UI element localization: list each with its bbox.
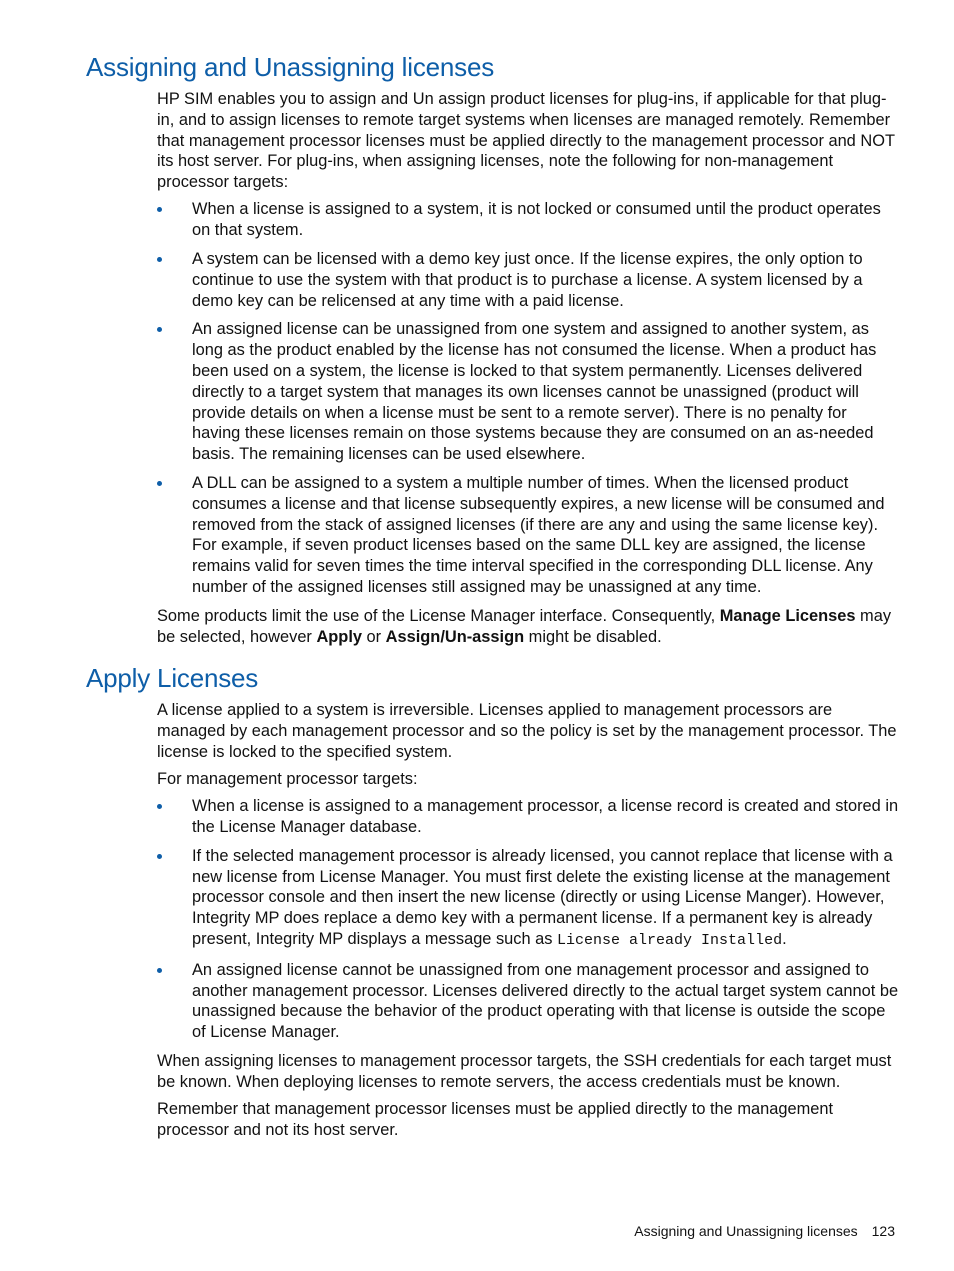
section-body-apply: [157, 700, 899, 1147]
list-item-text: If the selected management processor is already licensed, you cannot replace that license with a new license from License Manager. You must first delete the existing license at the management processor console and then insert the new license (directly or using License Manger). However, Integrity MP does replace a demo key with a permanent license. If a permanent key is already present, Integrity MP displays a message such as: [192, 846, 893, 948]
closing-text: may be selected, however: [157, 606, 892, 646]
list-item-text: A DLL can be assigned to a system a multiple number of times. When the licensed product consumes a license and that license subsequently expires, a new license will be consumed and removed from the stack of assigned licenses (if there are any and using the same license key). For example, if seven product licenses based on the same DLL key are assigned, the license remains valid for seven times the time interval specified in the corresponding DLL license. Any number of the assigned licenses still assigned may be unassigned at any time.: [192, 474, 885, 597]
list-item: [157, 960, 899, 1043]
list-item-text: When a license is assigned to a system, it is not locked or consumed until the product operates on that system.: [192, 200, 881, 240]
closing-text: or: [361, 627, 386, 646]
page-number: 123: [871, 1223, 895, 1239]
list-item: [157, 249, 899, 311]
bullet-list: [157, 199, 899, 597]
bullet-icon: [157, 481, 162, 486]
page-footer: [634, 1223, 895, 1239]
list-item-text: An assigned license cannot be unassigned from one management processor and assigned to another management processor. Licenses delivered directly to the actual target system cannot be unassigned because the behavior of the product operating with that license is outside the scope of License Manager.: [192, 960, 899, 1042]
list-item-text: .: [782, 929, 787, 948]
bullet-icon: [157, 804, 162, 809]
bullet-icon: [157, 207, 162, 212]
bullet-icon: [157, 968, 162, 973]
footer-section-title: Assigning and Unassigning licenses: [634, 1223, 858, 1239]
manage-licenses-term: Manage Licenses: [719, 606, 856, 625]
intro-paragraph: A license applied to a system is irreversible. Licenses applied to management processors are managed by each management processor and so the policy is set by the management processor. The license is locked to the specified system.: [157, 701, 897, 761]
remember-paragraph: Remember that management processor licenses must be applied directly to the management processor and not its host server.: [157, 1100, 834, 1139]
bullet-icon: [157, 854, 162, 859]
intro-paragraph: HP SIM enables you to assign and Un assign product licenses for plug-ins, if applicable for that plug-in, and to assign licenses to remote target systems when licenses are managed remotely. Remember that management processor licenses must be applied directly to the management processor and NOT its host server. For plug-ins, when assigning licenses, note the following for non-management processor targets:: [157, 90, 895, 192]
section-heading-assigning: Assigning and Unassigning licenses: [86, 52, 495, 82]
closing-paragraph: [157, 606, 899, 648]
section-heading-apply: Apply Licenses: [86, 663, 259, 693]
list-item: [157, 199, 899, 241]
code-message: License already Installed: [557, 931, 783, 949]
section-body-assigning: [157, 89, 899, 654]
list-item: [157, 473, 899, 598]
closing-text: might be disabled.: [524, 627, 662, 646]
bullet-icon: [157, 257, 162, 262]
list-item-text: When a license is assigned to a management processor, a license record is created and stored in the License Manager database.: [192, 797, 899, 836]
list-item-text: An assigned license can be unassigned from one system and assigned to another system, as long as the product enabled by the license has not consumed the license. When a product has been used on a system, the license is locked to that system permanently. Licenses delivered directly to a target system that manages its own licenses cannot be unassigned (product will provide details on when a license must be sent to a remote server). There is no penalty for having these licenses remain on those systems because they are consumed on an as-needed basis. The remaining licenses can be used elsewhere.: [192, 320, 877, 464]
assign-unassign-term: Assign/Un-assign: [385, 627, 525, 646]
list-item-text: A system can be licensed with a demo key just once. If the license expires, the only option to continue to use the system with that product is to purchase a license. A system licensed by a demo key can be relicensed at any time with a paid license.: [192, 250, 863, 310]
targets-label: For management processor targets:: [157, 769, 418, 788]
list-item: [157, 846, 899, 952]
ssh-paragraph: When assigning licenses to management processor targets, the SSH credentials for each target must be known. When deploying licenses to remote servers, the access credentials must be known.: [157, 1051, 892, 1091]
list-item: [157, 319, 899, 465]
bullet-list: [157, 796, 899, 1043]
bullet-icon: [157, 327, 162, 332]
apply-term: Apply: [316, 627, 362, 646]
closing-text: Some products limit the use of the License Manager interface. Consequently,: [157, 606, 720, 625]
list-item: [157, 796, 899, 838]
